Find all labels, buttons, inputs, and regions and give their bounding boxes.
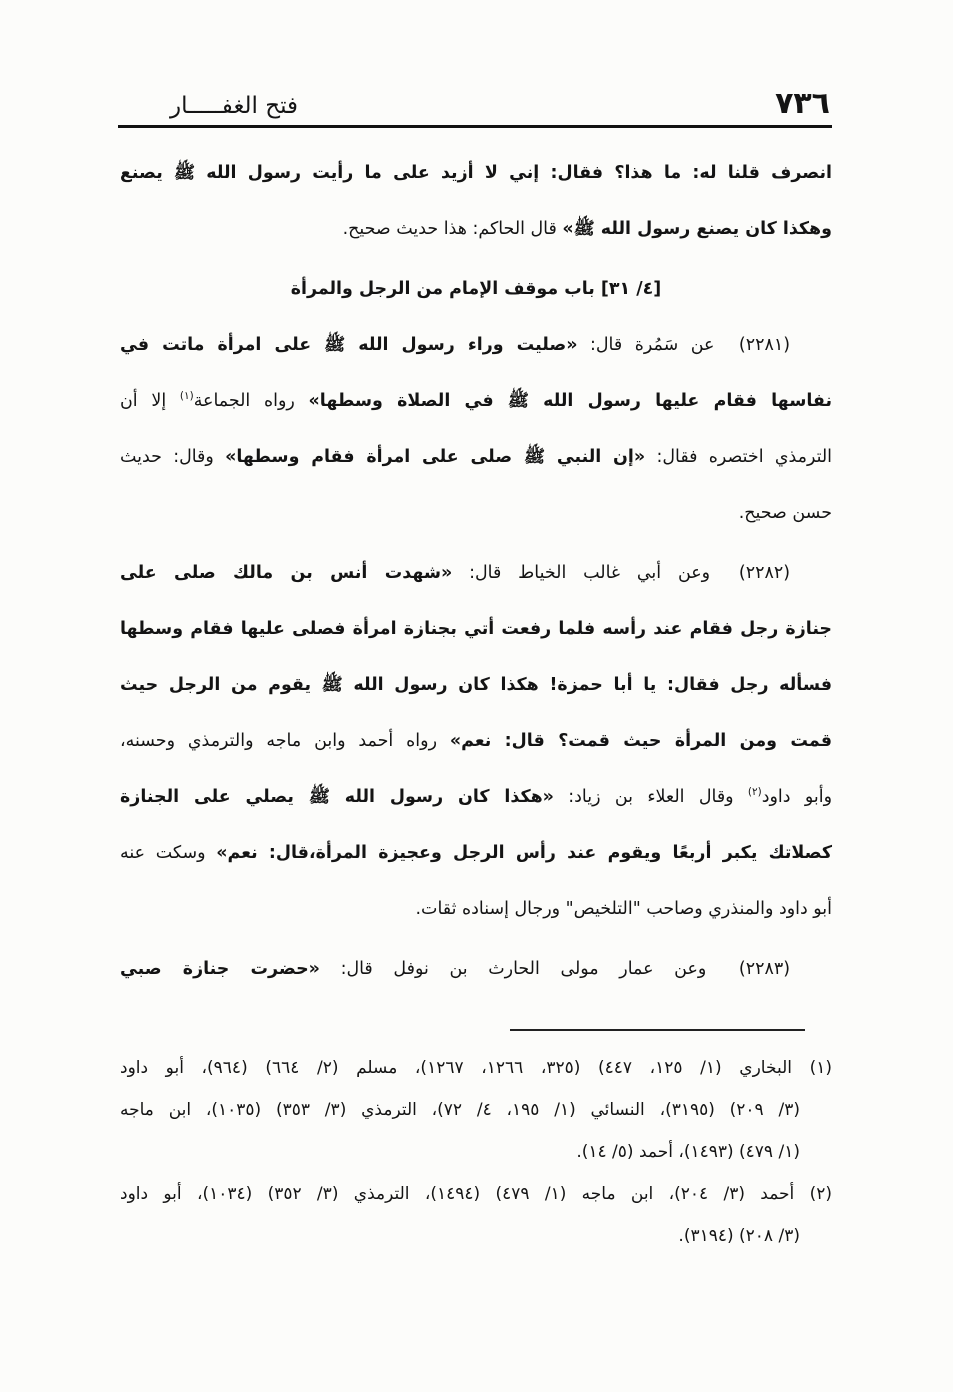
footnote-line: (٣/ ٢٠٨) (٣١٩٤). [678,1226,800,1246]
footnotes [120,1047,832,1257]
narrator-text: وعن أبي غالب الخياط قال: [469,563,711,583]
narrator-text: عن سَمُرة قال: [590,335,715,355]
hadith-number: (٢٢٨٢) [738,563,791,583]
header-rule [118,125,832,128]
footnote-line: (٣/ ٢٠٩) (٣١٩٥)، النسائي (١/ ١٩٥، ٤/ ٧٢)، الترمذي (٣/ ٣٥٣) (١٠٣٥)، ابن ماجه [120,1100,801,1120]
text-line [120,881,832,937]
hadith-quote: انصرف قلنا له: ما هذا؟ فقال: إني لا أزيد على ما رأيت رسول الله ﷺ يصنع [120,163,832,183]
main-text [120,145,832,997]
hadith-first-line [120,545,832,601]
commentary-text: رواه أحمد وابن ماجه والترمذي وحسنه، [120,731,437,751]
hadith-quote: «هكذا كان رسول الله ﷺ يصلي على الجنازة [120,787,554,807]
commentary-text: وقال العلاء بن زياد: [568,787,734,807]
hadith-quote: «إن النبي ﷺ صلى على امرأة فقام وسطها» [225,447,646,467]
hadith-quote: نفاسها فقام عليها رسول الله ﷺ في الصلاة وسطها» [308,391,832,411]
commentary-text: وقال: حديث [120,447,214,467]
text-line [120,657,832,713]
narrator-text: وعن عمار مولى الحارث بن نوفل قال: [340,959,707,979]
footnote-ref: (٢) [747,786,762,799]
hadith-quote: فسأله رجل فقال: يا أبا حمزة! هكذا كان رسول الله ﷺ يقوم من الرجل حيث [120,675,832,695]
hadith-first-line [120,317,832,373]
commentary-text: قال الحاكم: هذا حديث صحيح. [342,219,557,239]
footnote-line: (٢) أحمد (٣/ ٢٠٤)، ابن ماجه (١/ ٤٧٩) (١٤٩٤)، الترمذي (٣/ ٣٥٢) (١٠٣٤)، أبو داود [120,1184,833,1204]
footnote-separator [510,1029,805,1031]
text-line [120,201,832,257]
text-line [120,601,832,657]
hadith-number: (٢٢٨١) [738,335,791,355]
hadith-quote: «حضرت جنازة صبي [120,959,320,979]
hadith-first-line [120,941,832,997]
hadith-quote: وهكذا كان يصنع رسول الله ﷺ» [562,219,832,239]
text-line [120,825,832,881]
hadith-quote: «صليت وراء رسول الله ﷺ على امرأة ماتت في [120,335,578,355]
hadith-number: (٢٢٨٣) [738,959,791,979]
commentary-text: أبو داود والمنذري وصاحب "التلخيص" ورجال إسناده ثقات. [415,899,832,919]
text-line [120,713,832,769]
commentary-text: حسن صحيح. [738,503,832,523]
footnote-line: (١) البخاري (١/ ١٢٥، ٤٤٧) (٣٢٥، ١٢٦٦، ١٢٦٧)، مسلم (٢/ ٦٦٤) (٩٦٤)، أبو داود [120,1058,833,1078]
page-header [120,84,832,126]
commentary-text: رواه الجماعة [193,391,295,411]
text-line [120,769,832,825]
text-line [120,485,832,541]
commentary-text: وسكت عنه [120,843,206,863]
running-title: فتح الغفـــــار [170,93,299,119]
footnote-line: (١/ ٤٧٩) (١٤٩٣)، أحمد (٥/ ١٤). [576,1142,800,1162]
hadith-quote: قمت ومن المرأة حيث قمت؟ قال: نعم» [449,731,832,751]
text-line [120,373,832,429]
page-number: ٧٣٦ [775,86,830,121]
hadith-quote: كصلاتك يكبر أربعًا ويقوم عند رأس الرجل وعجيزة المرأة،قال: نعم» [216,843,832,863]
text-line [120,145,832,201]
text-line [120,429,832,485]
commentary-text: وأبو داود [761,787,832,807]
chapter-heading: [٤/ ٣١] باب موقف الإمام من الرجل والمرأة [290,279,662,299]
footnote-ref: (١) [179,390,194,403]
hadith-quote: جنازة رجل فقام عند رأسه فلما رفعت أتي بجنازة امرأة فصلى عليها فقام وسطها [120,619,832,639]
commentary-text: إلا أن [120,391,167,411]
hadith-quote: «شهدت أنس بن مالك صلى على [120,563,453,583]
commentary-text: الترمذي اختصره فقال: [656,447,833,467]
